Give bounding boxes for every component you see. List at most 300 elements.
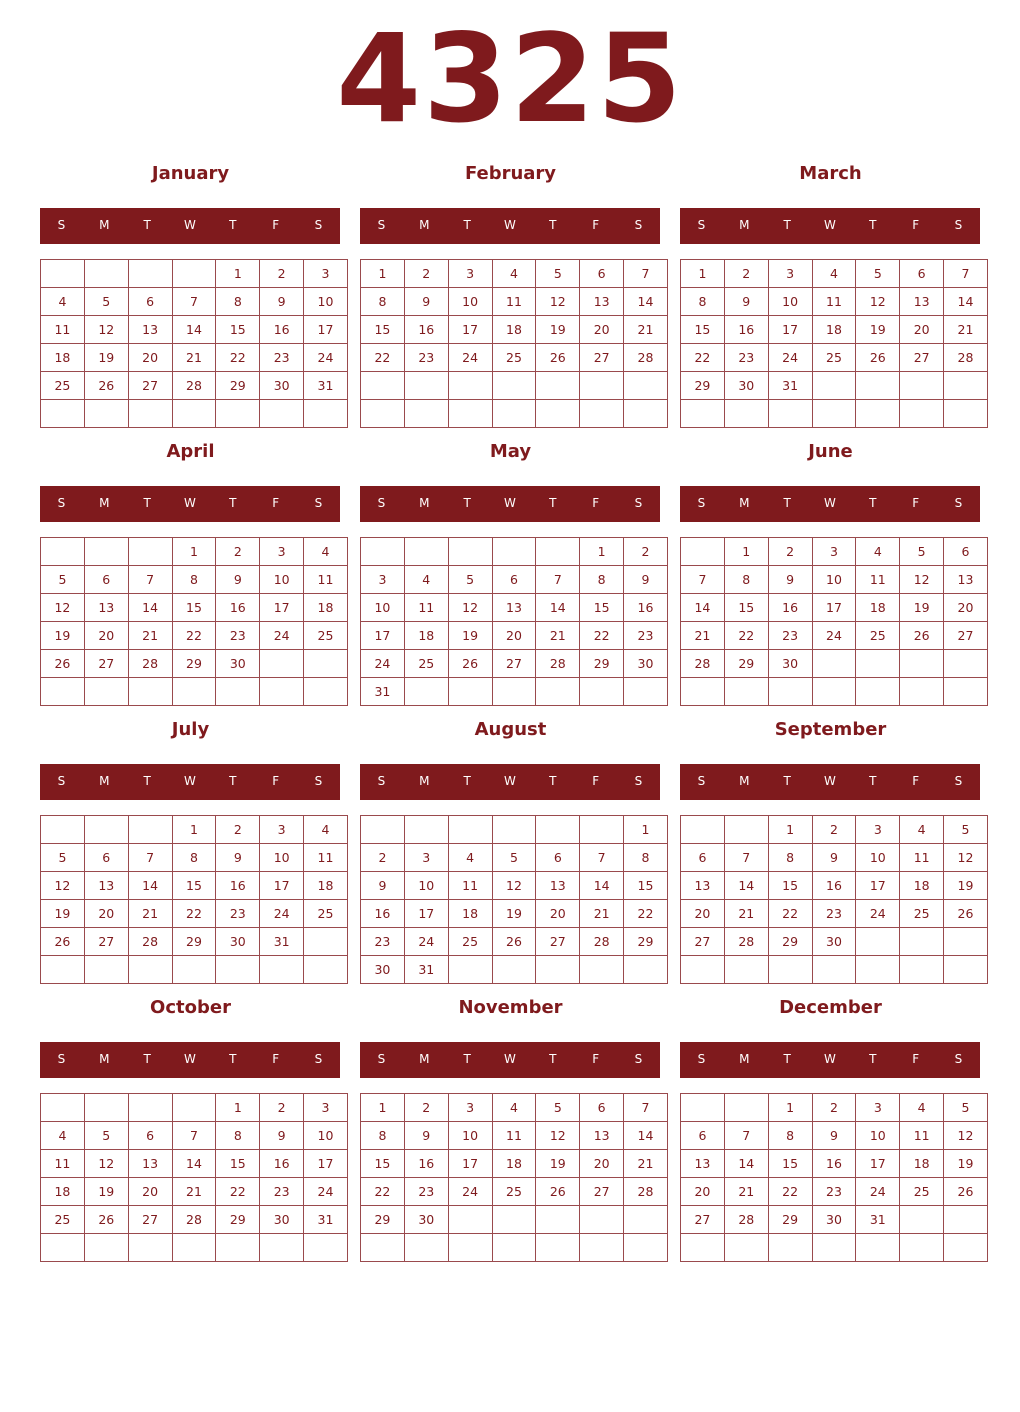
day-cell [580, 1234, 624, 1262]
day-cell: 12 [448, 594, 492, 622]
day-cell [260, 956, 304, 984]
day-cell: 29 [580, 650, 624, 678]
day-cell [724, 400, 768, 428]
day-cell: 4 [856, 538, 900, 566]
day-cell [41, 538, 85, 566]
day-cell: 6 [681, 1122, 725, 1150]
weekday-label: W [824, 218, 836, 232]
day-cell: 4 [404, 566, 448, 594]
day-cell [304, 678, 348, 706]
day-cell: 27 [128, 372, 172, 400]
weekday-label: S [57, 218, 66, 232]
weekday-label: W [504, 496, 516, 510]
day-cell [172, 956, 216, 984]
day-cell: 9 [260, 1122, 304, 1150]
weekday-label: T [229, 218, 237, 232]
day-cell: 18 [404, 622, 448, 650]
week-row [41, 316, 348, 344]
weekday-label: F [272, 1052, 280, 1066]
day-cell: 2 [624, 538, 668, 566]
weekday-label: F [592, 1052, 600, 1066]
week-row [681, 566, 988, 594]
day-cell: 17 [361, 622, 405, 650]
day-cell: 2 [361, 844, 405, 872]
day-cell [404, 538, 448, 566]
week-row [361, 316, 668, 344]
day-cell: 30 [361, 956, 405, 984]
weekday-label: M [419, 774, 430, 788]
day-cell: 22 [172, 622, 216, 650]
day-cell: 24 [448, 344, 492, 372]
day-cell: 11 [492, 288, 536, 316]
day-cell: 17 [260, 594, 304, 622]
weekday-label: S [697, 496, 706, 510]
day-cell: 18 [304, 594, 348, 622]
day-cell [624, 1234, 668, 1262]
day-cell: 25 [492, 1178, 536, 1206]
day-cell: 7 [624, 1094, 668, 1122]
weekday-label: T [143, 774, 151, 788]
day-cell: 14 [172, 316, 216, 344]
day-cell: 21 [128, 900, 172, 928]
day-cell: 2 [216, 816, 260, 844]
day-cell: 20 [944, 594, 988, 622]
day-cell: 15 [172, 594, 216, 622]
day-cell: 11 [41, 316, 85, 344]
day-cell: 21 [681, 622, 725, 650]
day-cell: 12 [41, 594, 85, 622]
weekday-header [680, 1042, 980, 1078]
day-cell: 3 [404, 844, 448, 872]
month-name: May [489, 441, 532, 462]
weekday-label: W [504, 774, 516, 788]
day-cell [580, 400, 624, 428]
day-cell: 15 [768, 1150, 812, 1178]
week-row [681, 816, 988, 844]
day-cell: 15 [216, 316, 260, 344]
day-cell: 4 [41, 288, 85, 316]
day-cell [536, 372, 580, 400]
day-cell: 25 [492, 344, 536, 372]
day-cell [724, 1234, 768, 1262]
day-cell: 10 [768, 288, 812, 316]
week-row [361, 260, 668, 288]
week-row [361, 622, 668, 650]
month-name: February [464, 163, 557, 184]
day-cell: 6 [492, 566, 536, 594]
day-cell: 4 [304, 816, 348, 844]
week-row [681, 288, 988, 316]
week-row [41, 344, 348, 372]
day-cell: 4 [492, 260, 536, 288]
day-cell: 23 [260, 1178, 304, 1206]
day-cell: 1 [768, 816, 812, 844]
month-name: January [151, 163, 230, 184]
day-cell [681, 538, 725, 566]
day-cell: 14 [724, 1150, 768, 1178]
day-cell: 2 [260, 1094, 304, 1122]
weekday-label: F [272, 218, 280, 232]
week-row [41, 622, 348, 650]
day-cell: 26 [536, 344, 580, 372]
day-cell: 14 [624, 1122, 668, 1150]
day-cell [812, 650, 856, 678]
day-cell: 19 [900, 594, 944, 622]
day-cell: 7 [724, 844, 768, 872]
day-cell [624, 400, 668, 428]
day-cell: 14 [724, 872, 768, 900]
day-cell: 11 [41, 1150, 85, 1178]
day-cell [944, 928, 988, 956]
weekday-label: S [954, 774, 963, 788]
weekday-label: T [143, 218, 151, 232]
day-cell: 18 [448, 900, 492, 928]
weekday-label: S [57, 774, 66, 788]
day-cell [812, 678, 856, 706]
day-cell [856, 650, 900, 678]
day-cell [492, 956, 536, 984]
week-row [41, 816, 348, 844]
weekday-label: T [549, 774, 557, 788]
day-cell: 12 [856, 288, 900, 316]
day-cell: 3 [856, 1094, 900, 1122]
day-cell: 29 [172, 928, 216, 956]
day-cell: 4 [492, 1094, 536, 1122]
day-cell [260, 678, 304, 706]
day-cell [624, 372, 668, 400]
day-cell: 9 [404, 288, 448, 316]
month-name: December [779, 997, 882, 1018]
week-row [681, 1150, 988, 1178]
day-cell: 10 [260, 566, 304, 594]
week-row [41, 872, 348, 900]
weekday-label: T [463, 496, 471, 510]
week-row [681, 928, 988, 956]
day-cell: 3 [260, 538, 304, 566]
day-cell: 10 [448, 288, 492, 316]
day-cell: 21 [624, 316, 668, 344]
day-cell [172, 1094, 216, 1122]
day-cell: 16 [216, 594, 260, 622]
day-cell: 23 [812, 1178, 856, 1206]
day-cell [944, 372, 988, 400]
weekday-label: F [912, 496, 920, 510]
day-cell: 20 [128, 1178, 172, 1206]
day-cell: 27 [681, 1206, 725, 1234]
week-row [361, 1178, 668, 1206]
day-cell [768, 956, 812, 984]
day-cell [812, 400, 856, 428]
day-cell: 13 [580, 1122, 624, 1150]
day-cell: 30 [260, 372, 304, 400]
day-cell [404, 400, 448, 428]
day-cell: 2 [216, 538, 260, 566]
day-cell [724, 1094, 768, 1122]
day-cell: 23 [216, 900, 260, 928]
day-cell [448, 678, 492, 706]
week-row [41, 260, 348, 288]
weekday-label: W [184, 774, 196, 788]
day-cell: 4 [448, 844, 492, 872]
day-grid [360, 815, 668, 984]
day-cell: 6 [944, 538, 988, 566]
day-cell: 16 [768, 594, 812, 622]
day-cell: 4 [812, 260, 856, 288]
weekday-label: F [592, 218, 600, 232]
day-cell: 18 [41, 344, 85, 372]
weekday-label: T [869, 1052, 877, 1066]
day-cell [128, 260, 172, 288]
day-cell: 16 [260, 316, 304, 344]
day-cell: 5 [944, 816, 988, 844]
day-cell: 19 [84, 344, 128, 372]
day-cell [724, 956, 768, 984]
day-cell: 13 [128, 1150, 172, 1178]
week-row [361, 1122, 668, 1150]
day-cell: 7 [128, 844, 172, 872]
day-cell: 21 [624, 1150, 668, 1178]
day-cell [448, 816, 492, 844]
day-cell: 29 [216, 372, 260, 400]
day-cell: 6 [580, 260, 624, 288]
week-row [361, 566, 668, 594]
day-cell: 18 [492, 1150, 536, 1178]
weekday-label: W [504, 1052, 516, 1066]
week-row [681, 1094, 988, 1122]
month-name: March [799, 163, 862, 184]
day-cell: 1 [216, 260, 260, 288]
day-cell: 10 [361, 594, 405, 622]
day-cell [624, 1206, 668, 1234]
day-cell: 1 [172, 816, 216, 844]
day-cell: 27 [900, 344, 944, 372]
day-cell [724, 678, 768, 706]
day-cell: 9 [768, 566, 812, 594]
week-row [361, 594, 668, 622]
month-name: October [150, 997, 231, 1018]
weekday-label: T [229, 774, 237, 788]
day-cell: 24 [404, 928, 448, 956]
day-cell: 14 [681, 594, 725, 622]
weekday-label: T [783, 218, 791, 232]
day-cell: 14 [536, 594, 580, 622]
day-cell: 2 [812, 816, 856, 844]
day-cell: 12 [536, 288, 580, 316]
day-cell: 9 [812, 844, 856, 872]
day-cell: 19 [944, 1150, 988, 1178]
day-cell: 12 [84, 1150, 128, 1178]
week-row [681, 400, 988, 428]
week-row [681, 844, 988, 872]
day-cell: 8 [580, 566, 624, 594]
day-cell: 17 [856, 1150, 900, 1178]
week-row [681, 1234, 988, 1262]
weekday-label: W [184, 218, 196, 232]
week-row [41, 400, 348, 428]
day-cell: 20 [681, 900, 725, 928]
day-cell: 1 [768, 1094, 812, 1122]
weekday-label: T [869, 218, 877, 232]
day-cell: 11 [856, 566, 900, 594]
day-cell: 15 [172, 872, 216, 900]
weekday-label: S [377, 496, 386, 510]
day-cell [260, 650, 304, 678]
weekday-label: S [954, 1052, 963, 1066]
day-cell: 28 [681, 650, 725, 678]
day-cell: 11 [900, 1122, 944, 1150]
weekday-label: F [592, 774, 600, 788]
day-cell: 18 [856, 594, 900, 622]
day-cell: 16 [624, 594, 668, 622]
day-cell: 12 [41, 872, 85, 900]
weekday-label: S [634, 1052, 643, 1066]
day-cell [944, 1234, 988, 1262]
day-cell: 26 [536, 1178, 580, 1206]
day-cell [900, 956, 944, 984]
day-cell: 19 [41, 900, 85, 928]
day-cell: 27 [580, 344, 624, 372]
day-cell: 24 [260, 622, 304, 650]
day-cell: 20 [900, 316, 944, 344]
day-cell [41, 1234, 85, 1262]
day-cell: 13 [900, 288, 944, 316]
day-cell [492, 400, 536, 428]
day-cell: 8 [681, 288, 725, 316]
day-cell [128, 816, 172, 844]
day-cell: 27 [84, 928, 128, 956]
day-cell: 22 [361, 344, 405, 372]
day-cell: 12 [944, 844, 988, 872]
day-cell: 15 [724, 594, 768, 622]
day-cell: 20 [492, 622, 536, 650]
day-cell: 26 [41, 928, 85, 956]
week-row [41, 1234, 348, 1262]
day-cell [492, 678, 536, 706]
day-grid [40, 815, 348, 984]
day-cell [812, 956, 856, 984]
weekday-label: T [783, 496, 791, 510]
day-cell: 26 [41, 650, 85, 678]
day-grid [680, 1093, 988, 1262]
day-cell [536, 538, 580, 566]
day-cell: 7 [681, 566, 725, 594]
day-cell [900, 400, 944, 428]
week-row [681, 260, 988, 288]
day-cell: 19 [492, 900, 536, 928]
day-cell [856, 400, 900, 428]
day-cell: 30 [768, 650, 812, 678]
day-cell: 28 [580, 928, 624, 956]
day-cell: 19 [536, 316, 580, 344]
month-name: June [808, 441, 853, 462]
day-cell: 24 [304, 344, 348, 372]
day-cell: 6 [536, 844, 580, 872]
day-cell [84, 1234, 128, 1262]
weekday-label: S [314, 218, 323, 232]
day-cell: 23 [216, 622, 260, 650]
day-cell: 6 [84, 844, 128, 872]
day-cell: 19 [84, 1178, 128, 1206]
week-row [681, 872, 988, 900]
day-cell [404, 678, 448, 706]
day-cell: 10 [812, 566, 856, 594]
day-cell: 5 [944, 1094, 988, 1122]
day-cell: 15 [361, 316, 405, 344]
day-cell [84, 400, 128, 428]
day-cell: 24 [812, 622, 856, 650]
day-cell: 21 [944, 316, 988, 344]
day-cell: 25 [304, 622, 348, 650]
day-cell: 31 [260, 928, 304, 956]
day-cell [536, 678, 580, 706]
weekday-header [680, 764, 980, 800]
day-cell: 5 [536, 260, 580, 288]
day-cell: 18 [304, 872, 348, 900]
day-cell [304, 956, 348, 984]
day-cell: 16 [724, 316, 768, 344]
weekday-label: W [184, 1052, 196, 1066]
day-cell: 7 [580, 844, 624, 872]
day-cell: 16 [361, 900, 405, 928]
day-cell [856, 956, 900, 984]
day-cell: 10 [304, 1122, 348, 1150]
day-cell: 6 [900, 260, 944, 288]
weekday-header [40, 208, 340, 244]
weekday-label: M [99, 218, 110, 232]
weekday-header [360, 1042, 660, 1078]
day-cell [41, 816, 85, 844]
day-cell: 22 [216, 344, 260, 372]
day-cell: 2 [812, 1094, 856, 1122]
weekday-header [360, 764, 660, 800]
week-row [361, 1094, 668, 1122]
day-cell [41, 678, 85, 706]
day-cell [492, 816, 536, 844]
weekday-label: T [783, 774, 791, 788]
day-cell: 5 [84, 1122, 128, 1150]
day-cell [944, 650, 988, 678]
day-cell: 20 [84, 622, 128, 650]
day-cell [260, 400, 304, 428]
day-cell: 15 [681, 316, 725, 344]
day-grid [40, 259, 348, 428]
day-cell: 12 [84, 316, 128, 344]
week-row [681, 900, 988, 928]
day-cell: 24 [304, 1178, 348, 1206]
day-cell [681, 1094, 725, 1122]
day-cell: 25 [41, 1206, 85, 1234]
weekday-label: S [697, 218, 706, 232]
day-cell [216, 400, 260, 428]
day-cell [580, 678, 624, 706]
weekday-label: T [229, 1052, 237, 1066]
week-row [361, 900, 668, 928]
weekday-label: F [912, 1052, 920, 1066]
week-row [361, 1206, 668, 1234]
day-cell [900, 1234, 944, 1262]
day-cell: 15 [768, 872, 812, 900]
day-cell: 2 [768, 538, 812, 566]
day-cell: 17 [304, 1150, 348, 1178]
weekday-label: M [99, 1052, 110, 1066]
weekday-label: F [272, 774, 280, 788]
week-row [41, 288, 348, 316]
day-cell: 13 [492, 594, 536, 622]
day-cell: 12 [492, 872, 536, 900]
day-cell [304, 400, 348, 428]
day-cell: 7 [724, 1122, 768, 1150]
day-cell [84, 678, 128, 706]
